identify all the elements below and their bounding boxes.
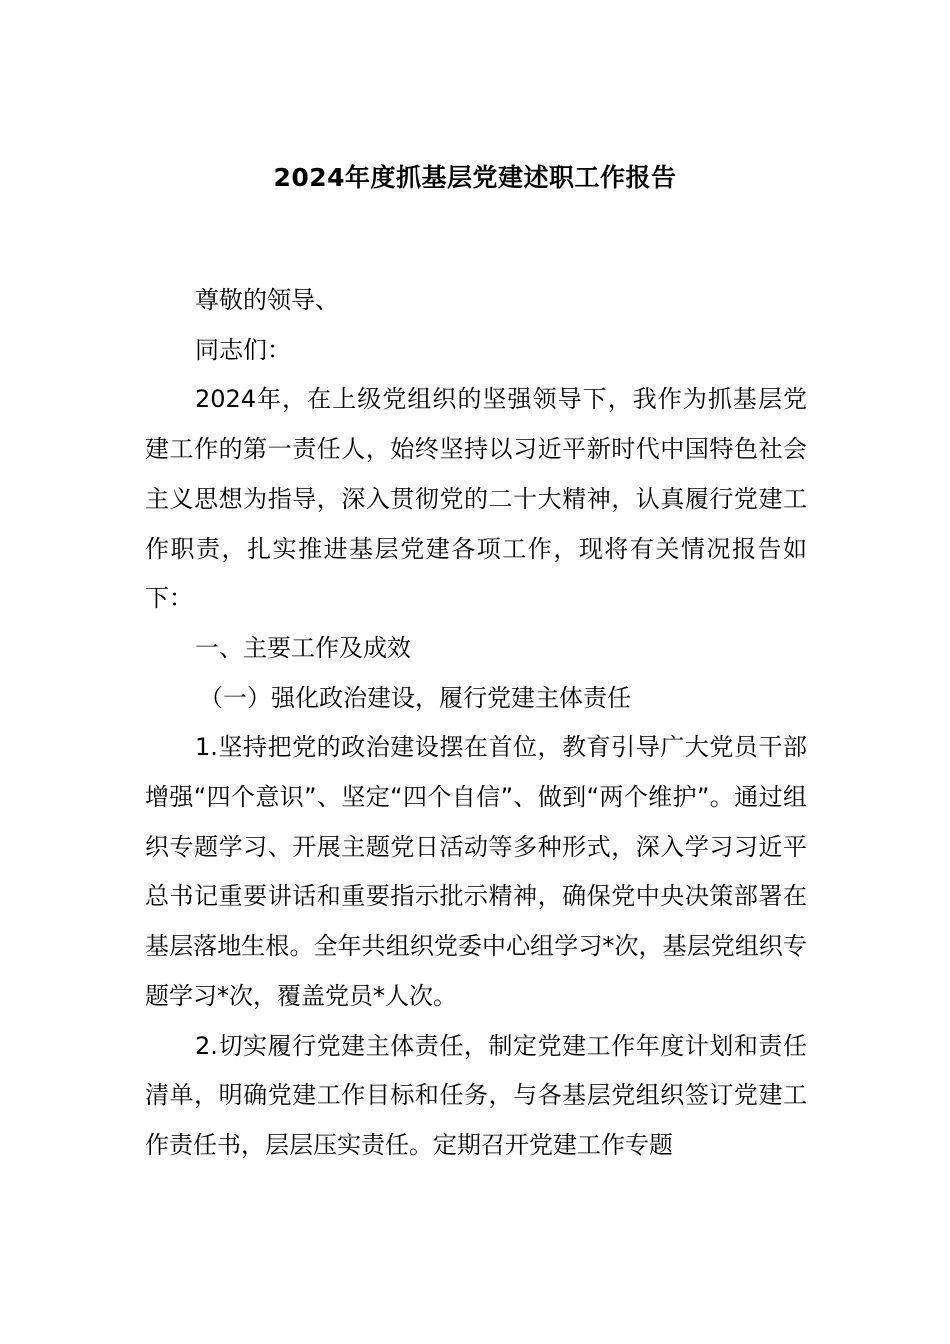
salutation-line-1: 尊敬的领导、 [195,286,339,314]
salutation-line-2: 同志们： [195,335,291,364]
document-body [145,276,807,1171]
body-paragraph-1: 1.坚持把党的政治建设摆在首位，教育引导广大党员干部增强“四个意识”、坚定“四个自信”、做到“两个维护”。通过组织专题学习、开展主题党日活动等多种形式，深入学习习近平总书记重要讲话和重要指示批示精神，确保党中央决策部署在基层落地生根。全年共组织党委中心组学习*次，基层党组织专题学习*次，覆盖党员*人次。 [145,733,807,1010]
subsection-heading: （一）强化政治建设，履行党建主体责任 [199,683,631,712]
body-paragraph-2: 2.切实履行党建主体责任，制定党建工作年度计划和责任清单，明确党建工作目标和任务，与各基层党组织签订党建工作责任书，层层压实责任。定期召开党建工作专题 [145,1031,807,1159]
section-heading: 一、主要工作及成效 [195,633,411,662]
document-title: 2024年度抓基层党建述职工作报告 [273,163,677,192]
intro-paragraph: 2024年，在上级党组织的坚强领导下，我作为抓基层党建工作的第一责任人，始终坚持以习近平新时代中国特色社会主义思想为指导，深入贯彻党的二十大精神，认真履行党建工作职责，扎实推进基层党建各项工作，现将有关情况报告如下： [145,385,807,613]
